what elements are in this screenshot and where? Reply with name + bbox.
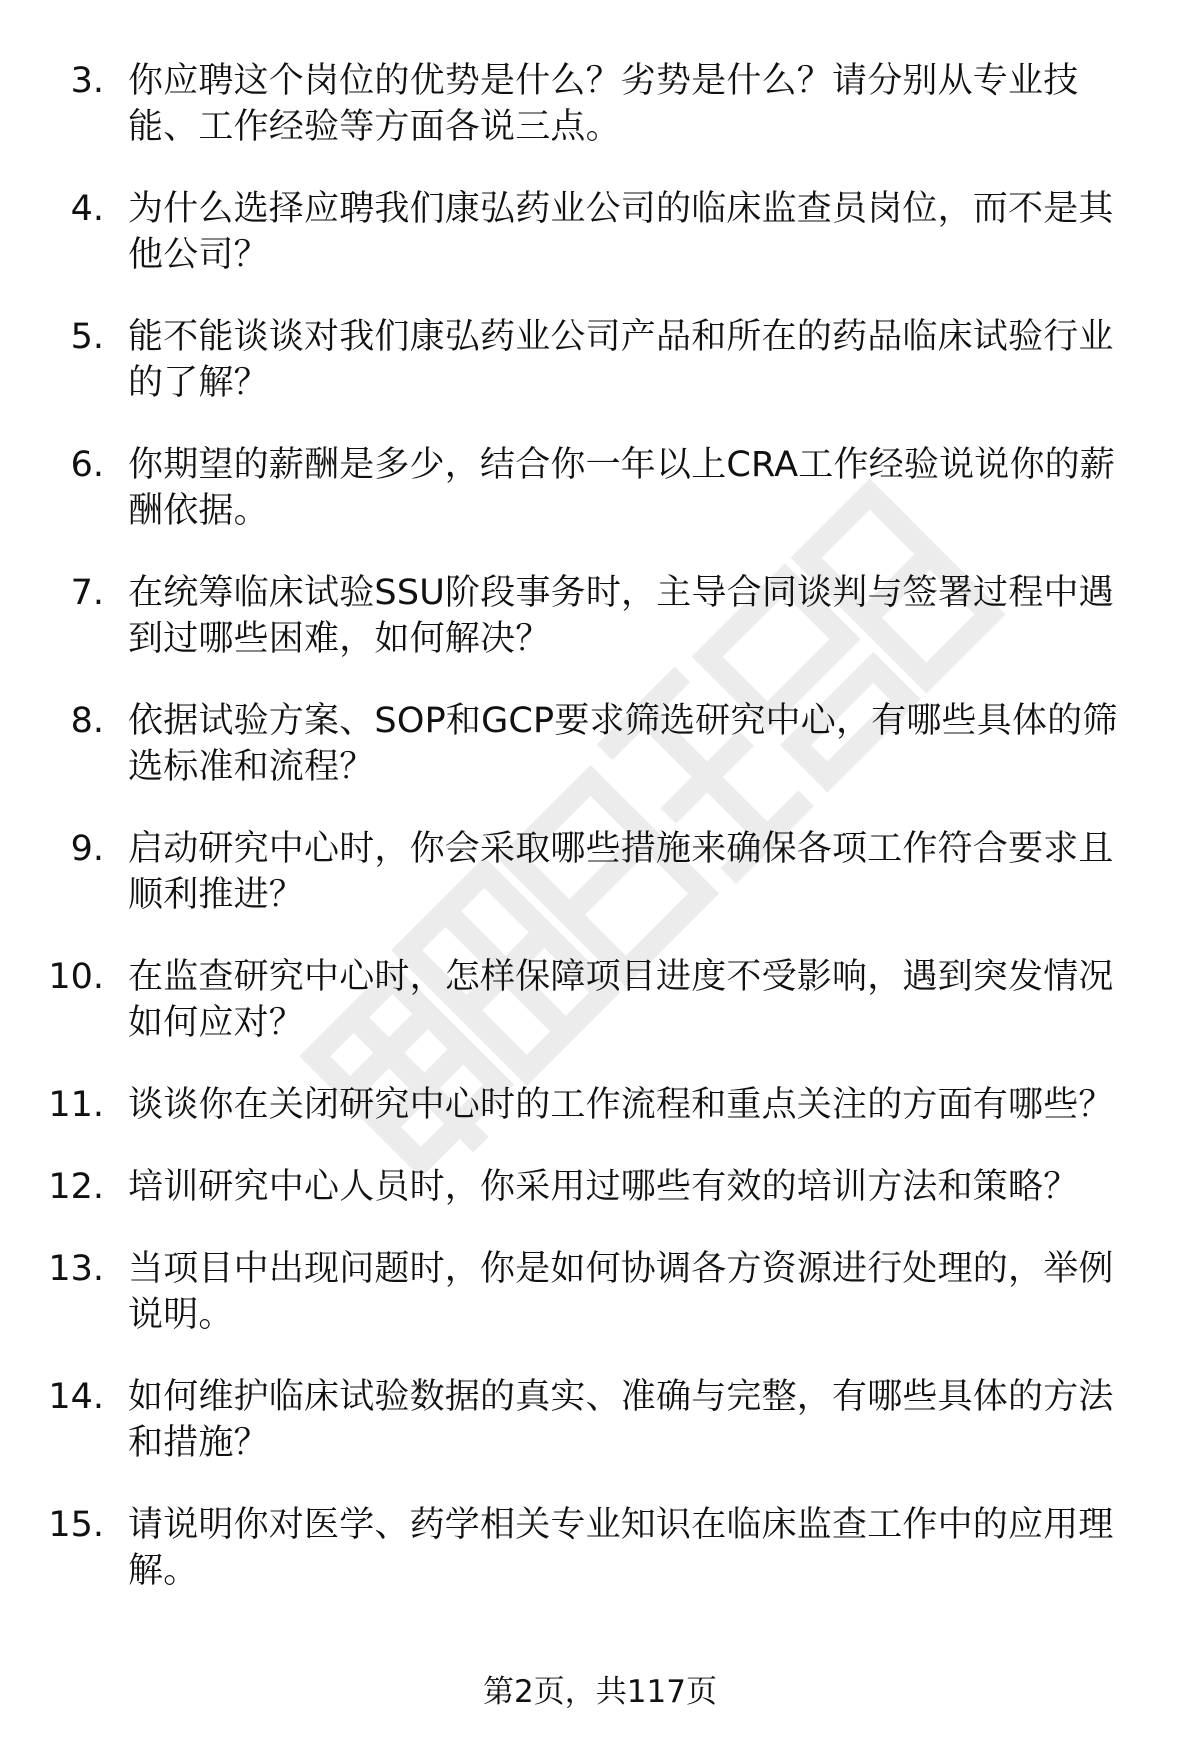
question-number: 15. [48, 1505, 104, 1545]
question-number: 9. [70, 829, 104, 869]
list-item [0, 1246, 1200, 1338]
question-number: 6. [70, 445, 104, 485]
question-number: 12. [48, 1167, 104, 1207]
list-item [0, 698, 1200, 790]
list-item [0, 570, 1200, 662]
list-item [0, 186, 1200, 278]
question-text: 能不能谈谈对我们康弘药业公司产品和所在的药品临床试验行业的了解？ [128, 317, 1114, 403]
question-text: 在统筹临床试验SSU阶段事务时，主导合同谈判与签署过程中遇到过哪些困难，如何解决？ [128, 573, 1114, 659]
list-item [0, 954, 1200, 1046]
list-item [0, 826, 1200, 918]
question-text: 请说明你对医学、药学相关专业知识在临床监查工作中的应用理解。 [128, 1505, 1114, 1591]
question-text: 启动研究中心时，你会采取哪些措施来确保各项工作符合要求且顺利推进？ [128, 829, 1114, 915]
question-number: 14. [48, 1377, 104, 1417]
question-text: 培训研究中心人员时，你采用过哪些有效的培训方法和策略？ [128, 1167, 1079, 1207]
question-text: 谈谈你在关闭研究中心时的工作流程和重点关注的方面有哪些？ [128, 1085, 1114, 1125]
question-number: 10. [48, 957, 104, 997]
question-text: 你期望的薪酬是多少，结合你一年以上CRA工作经验说说你的薪酬依据。 [128, 445, 1116, 531]
question-list [0, 58, 1200, 1630]
question-text: 你应聘这个岗位的优势是什么？劣势是什么？请分别从专业技能、工作经验等方面各说三点。 [128, 61, 1079, 147]
question-number: 4. [70, 189, 104, 229]
question-number: 13. [48, 1249, 104, 1289]
question-number: 3. [70, 61, 104, 101]
list-item [0, 1374, 1200, 1466]
list-item [0, 1164, 1200, 1210]
page-number-footer: 第2页，共117页 [483, 1674, 717, 1710]
list-item [0, 314, 1200, 406]
question-text: 当项目中出现问题时，你是如何协调各方资源进行处理的，举例说明。 [128, 1249, 1114, 1335]
question-number: 7. [70, 573, 104, 613]
list-item [0, 1502, 1200, 1594]
question-number: 11. [48, 1085, 104, 1125]
question-text: 为什么选择应聘我们康弘药业公司的临床监查员岗位，而不是其他公司？ [128, 189, 1114, 275]
question-number: 5. [70, 317, 104, 357]
question-text: 在监查研究中心时，怎样保障项目进度不受影响，遇到突发情况如何应对？ [128, 957, 1114, 1043]
question-number: 8. [70, 701, 104, 741]
question-text: 依据试验方案、SOP和GCP要求筛选研究中心，有哪些具体的筛选标准和流程？ [128, 701, 1118, 787]
question-text: 如何维护临床试验数据的真实、准确与完整，有哪些具体的方法和措施？ [128, 1377, 1114, 1463]
list-item [0, 442, 1200, 534]
list-item [0, 58, 1200, 150]
list-item [0, 1082, 1200, 1128]
